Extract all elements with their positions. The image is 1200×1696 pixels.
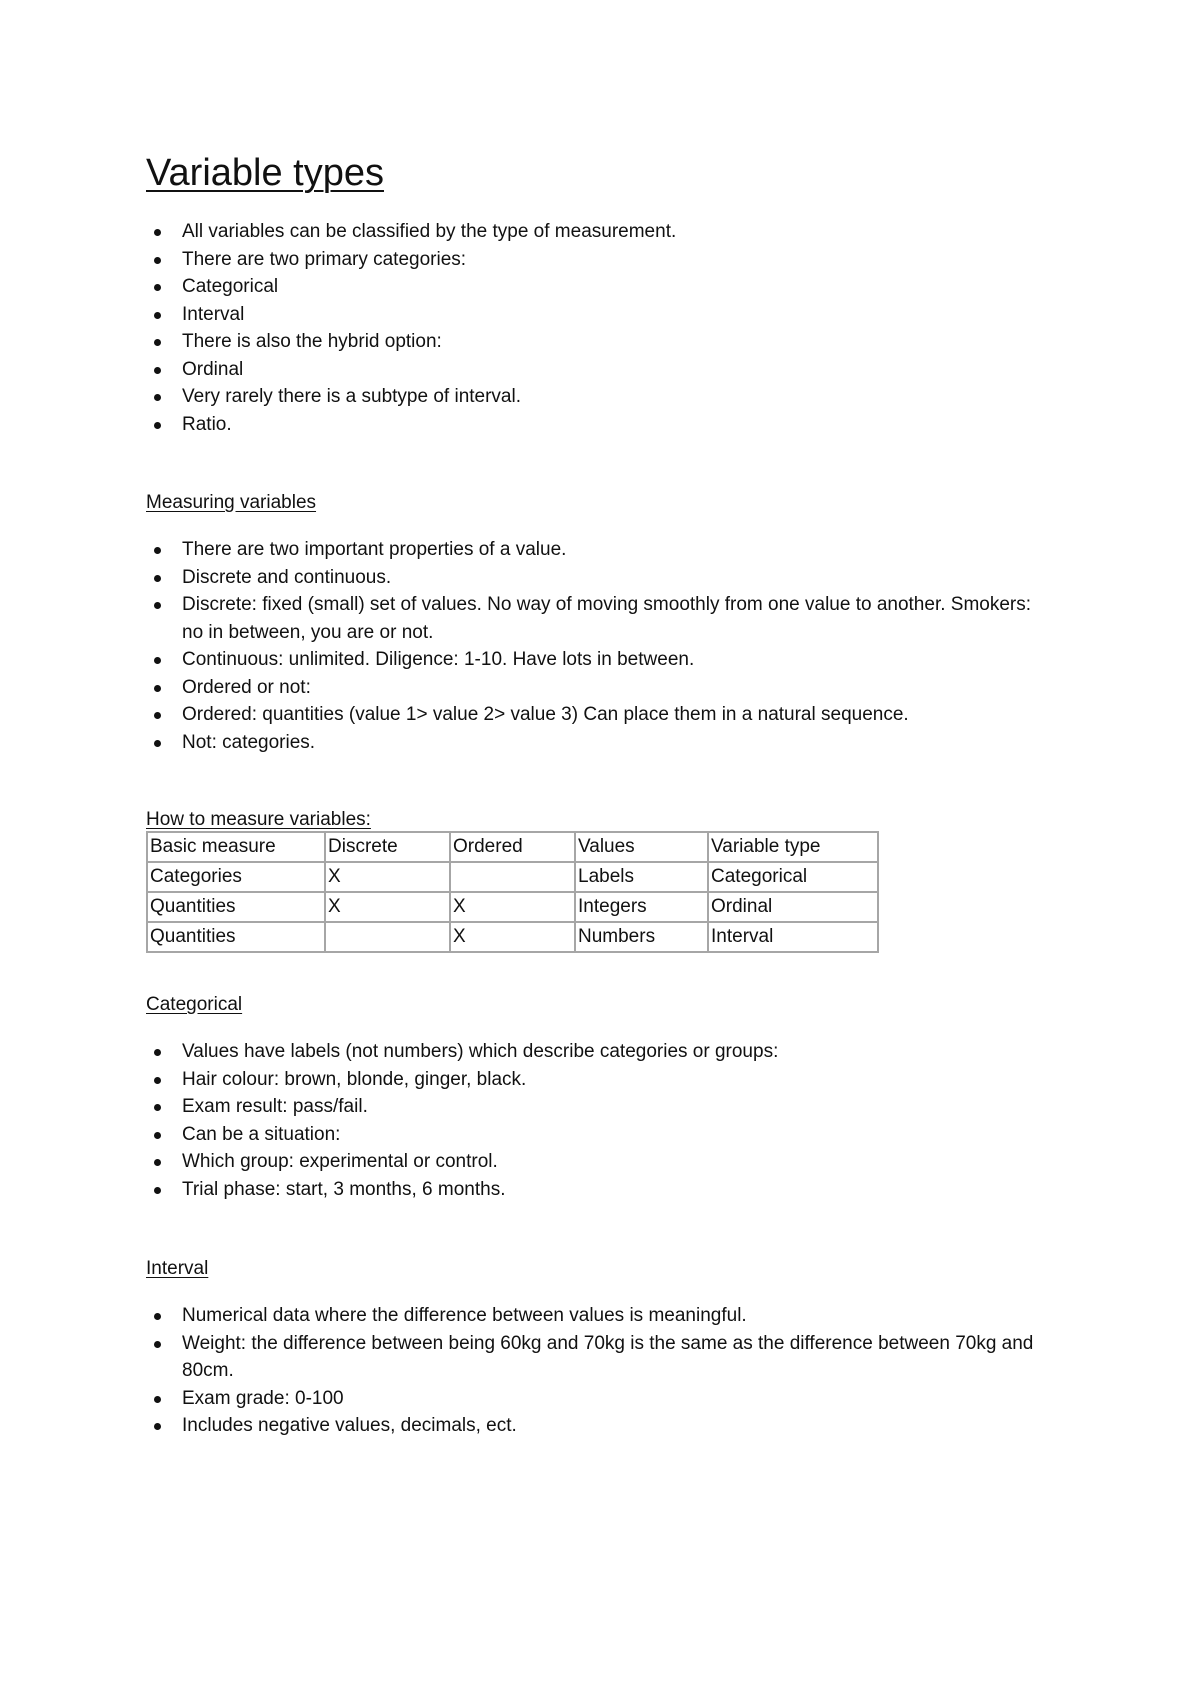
list-item: Can be a situation: [146, 1121, 1046, 1149]
list-item: Values have labels (not numbers) which describe categories or groups: [146, 1038, 1046, 1066]
list-item: Ordered: quantities (value 1> value 2> value 3) Can place them in a natural sequence. [146, 701, 1046, 729]
list-item: Interval [146, 301, 1046, 329]
table-cell: Categories [147, 862, 325, 892]
categorical-heading: Categorical [146, 994, 243, 1015]
table-header-cell: Ordered [450, 832, 575, 862]
list-item: All variables can be classified by the type of measurement. [146, 218, 1046, 246]
table-cell: X [325, 892, 450, 922]
list-item: Ordered or not: [146, 674, 1046, 702]
list-item: Ordinal [146, 356, 1046, 384]
list-item: Trial phase: start, 3 months, 6 months. [146, 1176, 1046, 1204]
table-cell: Ordinal [708, 892, 878, 922]
measuring-variables-heading: Measuring variables [146, 492, 317, 513]
table-header-cell: Discrete [325, 832, 450, 862]
list-item: Not: categories. [146, 729, 1046, 757]
list-item: Very rarely there is a subtype of interval. [146, 383, 1046, 411]
list-item: Discrete and continuous. [146, 564, 1046, 592]
table-cell: Integers [575, 892, 708, 922]
measurement-table [146, 831, 879, 953]
table-cell: Quantities [147, 922, 325, 952]
interval-heading: Interval [146, 1258, 209, 1279]
table-cell: X [325, 862, 450, 892]
table-header-cell: Variable type [708, 832, 878, 862]
how-to-measure-heading: How to measure variables: [146, 809, 371, 830]
table-header-cell: Basic measure [147, 832, 325, 862]
table-cell: Numbers [575, 922, 708, 952]
list-item: Weight: the difference between being 60kg and 70kg is the same as the difference between 70kg and 80cm. [146, 1330, 1046, 1385]
list-item: Hair colour: brown, blonde, ginger, black. [146, 1066, 1046, 1094]
list-item: Continuous: unlimited. Diligence: 1-10. Have lots in between. [146, 646, 1046, 674]
table-header-row [147, 832, 878, 862]
list-item: There is also the hybrid option: [146, 328, 1046, 356]
table-row [147, 862, 878, 892]
table-cell: Quantities [147, 892, 325, 922]
list-item: Exam result: pass/fail. [146, 1093, 1046, 1121]
list-item: Exam grade: 0-100 [146, 1385, 1046, 1413]
table-header-cell: Values [575, 832, 708, 862]
table-cell: Labels [575, 862, 708, 892]
page-title: Variable types [146, 152, 384, 194]
measuring-bullet-list [146, 536, 1046, 756]
table-cell: Interval [708, 922, 878, 952]
list-item: Discrete: fixed (small) set of values. No way of moving smoothly from one value to another. Smokers: no in between, you are or not. [146, 591, 1046, 646]
table-cell [325, 922, 450, 952]
list-item: There are two important properties of a value. [146, 536, 1046, 564]
list-item: Numerical data where the difference between values is meaningful. [146, 1302, 1046, 1330]
table-row [147, 892, 878, 922]
list-item: Categorical [146, 273, 1046, 301]
table-cell: Categorical [708, 862, 878, 892]
table-cell: X [450, 892, 575, 922]
interval-bullet-list [146, 1302, 1046, 1440]
list-item: Which group: experimental or control. [146, 1148, 1046, 1176]
intro-bullet-list [146, 218, 1046, 438]
list-item: There are two primary categories: [146, 246, 1046, 274]
list-item: Ratio. [146, 411, 1046, 439]
list-item: Includes negative values, decimals, ect. [146, 1412, 1046, 1440]
table-cell: X [450, 922, 575, 952]
categorical-bullet-list [146, 1038, 1046, 1203]
table-cell [450, 862, 575, 892]
table-row [147, 922, 878, 952]
